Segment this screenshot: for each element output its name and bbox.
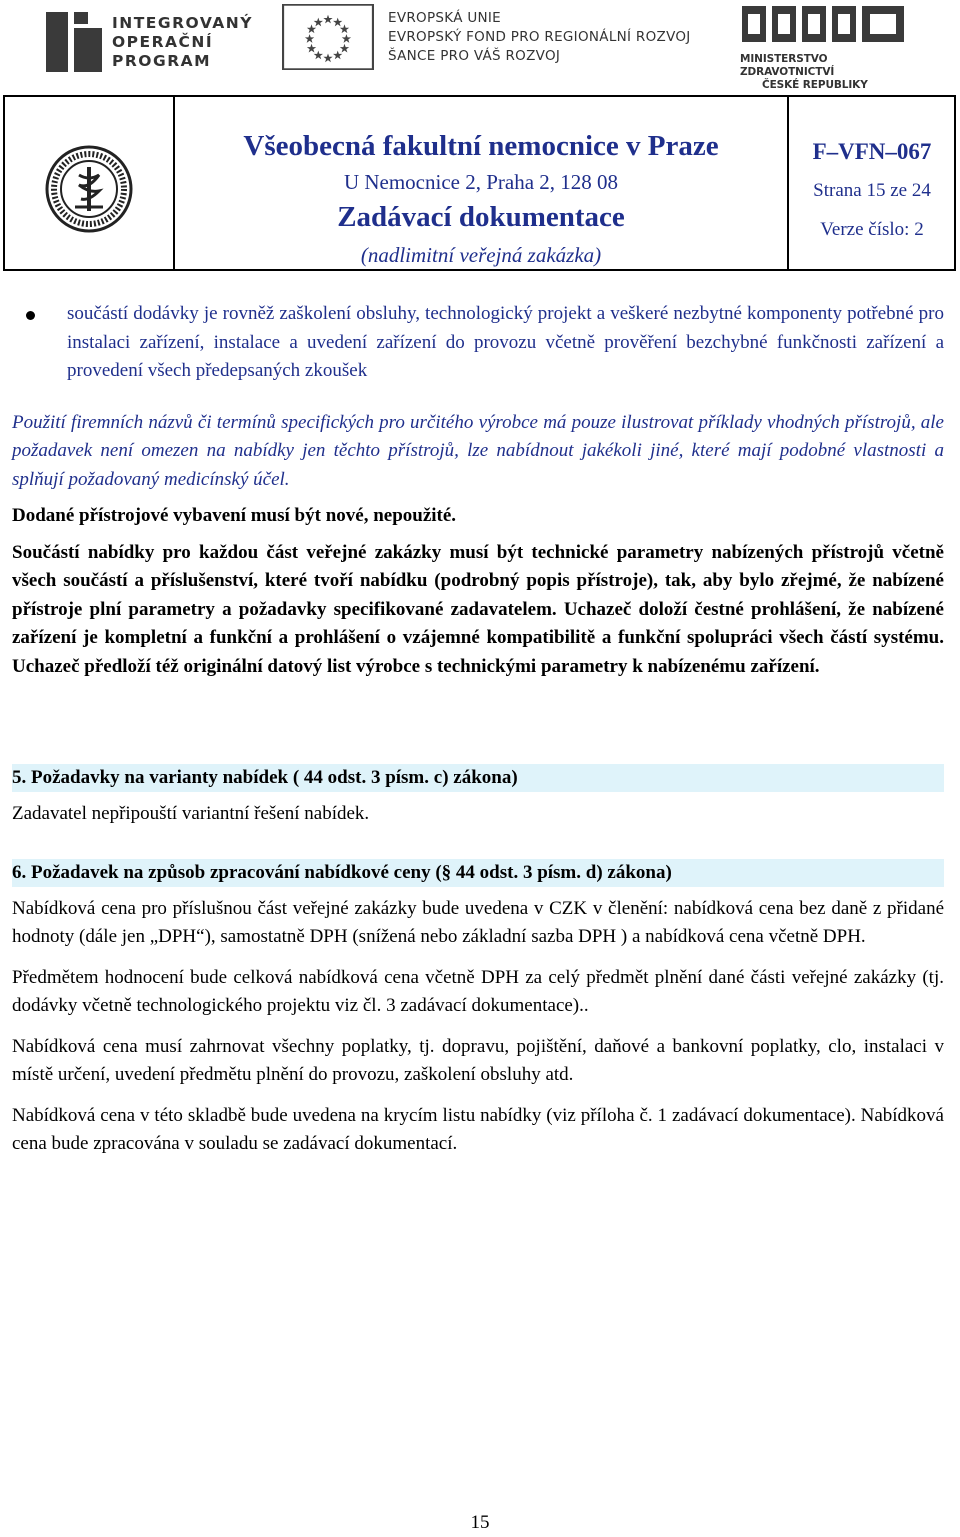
bullet-text: součástí dodávky je rovněž zaškolení obsluhy, technologický projekt a veškeré nezbytné komponenty potřebné pro instalaci zařízení, instalace a uvedení zařízení do provozu včetně prověření bezchybné funkčnosti zařízení a provedení všech předepsaných zkoušek <box>67 303 944 381</box>
mz-emblem-icon <box>740 4 910 44</box>
list-item <box>12 300 944 386</box>
hospital-seal-icon <box>45 145 133 233</box>
version-number: Verze číslo: 2 <box>820 219 924 240</box>
logo-banner <box>0 0 960 90</box>
iop-logo-text <box>112 14 253 71</box>
eu-logo <box>282 4 691 70</box>
iop-line-1: INTEGROVANÝ <box>112 13 253 32</box>
technical-parameters-paragraph: Součástí nabídky pro každou část veřejné zakázky musí být technické parametry nabízených přístrojů včetně všech součástí a příslušenství, které tvoří nabídku (podrobný popis přístroje), tak, aby bylo zřejmé, že nabízené přístroje plní parametry a požadavky specifikované zadavatelem. Uchazeč doloží čestné prohlášení, že nabízené zařízení je kompletní a funkční a prohlášení o vzájemné kompatibilitě a funkční spolupráci všech částí systému. Uchazeč předloží též originální datový list výrobce s technickými parametry k nabízenému zařízení. <box>12 541 944 677</box>
iop-logo <box>46 12 253 72</box>
mz-line-2: ČESKÉ REPUBLIKY <box>762 79 868 91</box>
eu-line-3: ŠANCE PRO VÁŠ ROZVOJ <box>388 47 561 64</box>
iop-line-3: PROGRAM <box>112 51 212 70</box>
institution-address: U Nemocnice 2, Praha 2, 128 08 <box>343 170 619 194</box>
iop-mark-icon <box>46 12 102 72</box>
document-subtitle: (nadlimitní veřejná zakázka) <box>360 243 602 267</box>
eu-logo-text <box>388 9 691 66</box>
eu-line-2: EVROPSKÝ FOND PRO REGIONÁLNÍ ROZVOJ <box>388 28 691 45</box>
page-indicator: Strana 15 ze 24 <box>813 180 931 201</box>
evaluation-paragraph: Předmětem hodnocení bude celková nabídková cena včetně DPH za celý předmět plnění dané části veřejné zakázky (tj. dodávky včetně technologického projektu viz čl. 3 zadávací dokumentace).. <box>12 966 944 1016</box>
manufacturer-note: Použití firemních názvů či termínů specifických pro určitého výrobce má pouze ilustrovat příklady vhodných přístrojů, ale požadavek není omezen na nabídky jen těchto přístrojů, lze nabídnout jakékoli jiné, které mají podobné vlastnosti a splňují požadovaný medicínský účel. <box>12 411 944 490</box>
mz-logo <box>740 4 910 92</box>
bullet-icon <box>26 311 35 320</box>
document-code: F–VFN–067 <box>812 139 932 164</box>
mz-line-1: MINISTERSTVO ZDRAVOTNICTVÍ <box>740 53 835 78</box>
document-body <box>12 300 944 1159</box>
document-header <box>3 95 956 271</box>
institution-name: Všeobecná fakultní nemocnice v Praze <box>243 130 719 162</box>
new-equipment-note: Dodané přístrojové vybavení musí být nové, nepoužité. <box>12 505 457 526</box>
document-title: Zadávací dokumentace <box>337 201 625 233</box>
section-6-heading: 6. Požadavek na způsob zpracování nabídkové ceny (§ 44 odst. 3 písm. d) zákona) <box>12 859 944 887</box>
mz-logo-text <box>740 53 910 92</box>
page-number: 15 <box>470 1512 490 1533</box>
eu-flag-icon <box>282 4 374 70</box>
price-breakdown-paragraph: Nabídková cena pro příslušnou část veřejné zakázky bude uvedena v CZK v členění: nabídková cena bez daně z přidané hodnoty (dále jen „DPH“), samostatně DPH (snížená nebo základní sazba DPH ) a nabídková cena včetně DPH. <box>12 897 944 947</box>
eu-line-1: EVROPSKÁ UNIE <box>388 9 502 26</box>
cover-sheet-paragraph: Nabídková cena v této skladbě bude uvedena na krycím listu nabídky (viz příloha č. 1 zadávací dokumentace). Nabídková cena bude zpracována v souladu se zadávací dokumentací. <box>12 1104 944 1154</box>
section-5-heading: 5. Požadavky na varianty nabídek ( 44 odst. 3 písm. c) zákona) <box>12 764 944 792</box>
section-5-text: Zadavatel nepřipouští variantní řešení nabídek. <box>12 803 370 824</box>
spacer <box>12 681 944 764</box>
iop-line-2: OPERAČNÍ <box>112 32 214 51</box>
spacer <box>12 829 944 859</box>
fees-paragraph: Nabídková cena musí zahrnovat všechny poplatky, tj. dopravu, pojištění, daňové a bankovní poplatky, clo, instalaci v místě určení, uvedení předmětu plnění do provozu, zaškolení obsluhy atd. <box>12 1035 944 1085</box>
